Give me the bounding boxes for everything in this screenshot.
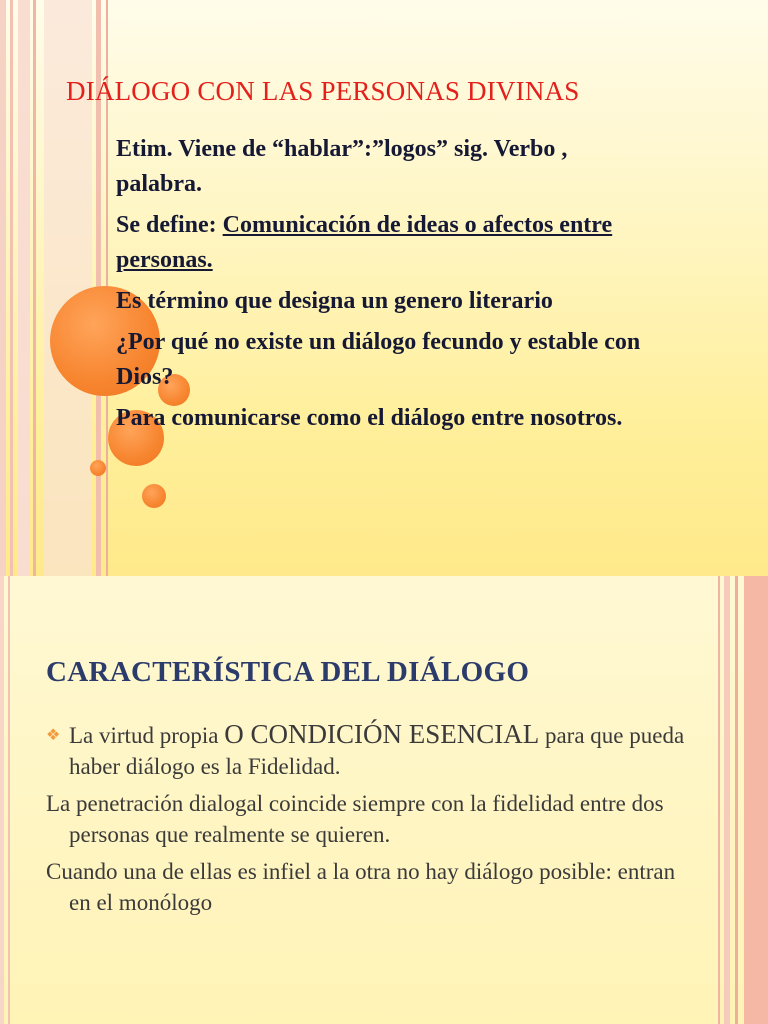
bullet-text: La virtud propia: [69, 723, 225, 748]
list-item: Etim. Viene de “hablar”:”logos” sig. Verbo , palabra.: [116, 136, 568, 197]
list-item: Para comunicarse como el diálogo entre nosotros.: [116, 405, 623, 431]
list-item: [116, 208, 656, 278]
paragraph: Cuando una de ellas es infiel a la otra no hay diálogo posible: entran en el monólogo: [46, 859, 676, 915]
slide-2: [0, 576, 768, 1024]
decorative-stripe: [10, 0, 13, 576]
decorative-stripe: [33, 0, 36, 576]
slide-body: [46, 719, 686, 924]
bullet-text: para que pueda haber diálogo es la Fidelidad.: [69, 723, 685, 779]
diamond-bullet-icon: ❖: [46, 727, 61, 744]
decorative-circle: [142, 484, 166, 508]
decorative-stripe: [724, 576, 730, 1024]
definition-label: Se define:: [116, 212, 223, 238]
slide-body: [116, 132, 656, 442]
slide-title: CARACTERÍSTICA DEL DIÁLOGO: [46, 656, 530, 688]
list-item: ¿Por qué no existe un diálogo fecundo y estable con Dios?: [116, 329, 641, 390]
decorative-stripe: [18, 0, 30, 576]
decorative-circle: [90, 460, 106, 476]
decorative-stripe: [735, 576, 738, 1024]
decorative-stripe: [718, 576, 720, 1024]
slide-title: DIÁLOGO CON LAS PERSONAS DIVINAS: [66, 76, 580, 106]
bullet-item: [46, 719, 686, 782]
bullet-emphasis: O CONDICIÓN ESENCIAL: [224, 719, 540, 749]
decorative-stripe: [744, 576, 768, 1024]
definition-text: Comunicación de ideas o afectos entre personas.: [116, 212, 613, 273]
decorative-stripe: [0, 0, 6, 576]
decorative-stripe: [8, 576, 10, 1024]
list-item: Es término que designa un genero literario: [116, 288, 553, 314]
paragraph: La penetración dialogal coincide siempre con la fidelidad entre dos personas que realmente se quieren.: [46, 791, 664, 847]
decorative-stripe: [0, 576, 4, 1024]
